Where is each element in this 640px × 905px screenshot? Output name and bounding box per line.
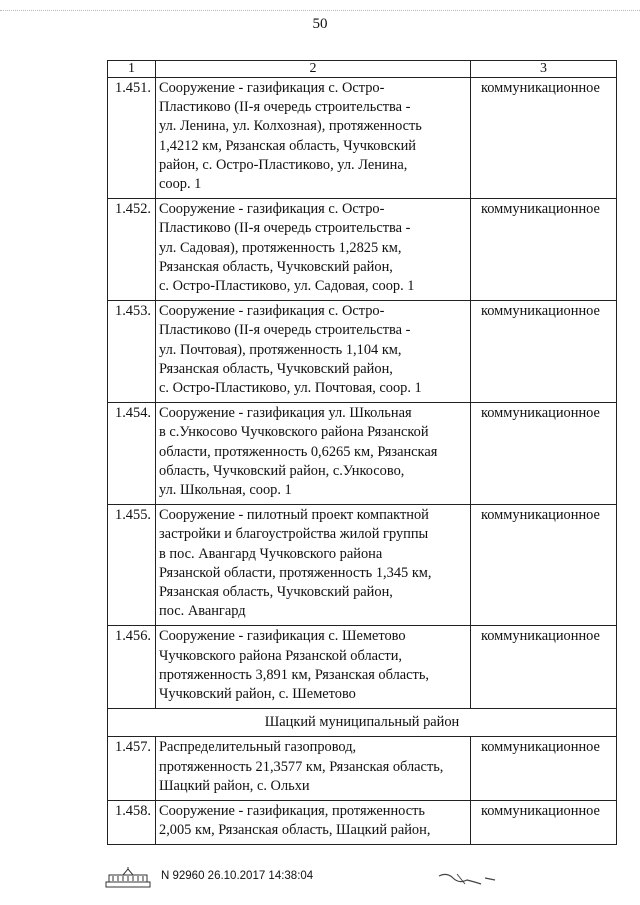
row-description: Сооружение - газификация с. Остро- Пластиково (II-я очередь строительства - ул. Ленина, ул. Колхозная), протяженность 1,4212 км, Рязанская область, Чучковский район, с. Остро-Пластиково, ул. Ленина, соор. 1	[156, 78, 471, 199]
row-number: 1.455.	[108, 505, 156, 626]
table-header-row	[108, 61, 617, 78]
row-description: Сооружение - пилотный проект компактной застройки и благоустройства жилой группы в пос. Авангард Чучковского района Рязанской области, протяженность 1,345 км, Рязанская область, Чучковский район, пос. Авангард	[156, 505, 471, 626]
row-number: 1.452.	[108, 199, 156, 301]
registry-table	[107, 60, 617, 845]
signature-mark	[437, 868, 497, 890]
row-type: коммуникационное	[471, 626, 617, 709]
row-type: коммуникационное	[471, 301, 617, 403]
row-description: Сооружение - газификация с. Остро- Пластиково (II-я очередь строительства - ул. Садовая), протяженность 1,2825 км, Рязанская область, Чучковский район, с. Остро-Пластиково, ул. Садовая, соор. 1	[156, 199, 471, 301]
row-type: коммуникационное	[471, 737, 617, 801]
document-registration-stamp: N 92960 26.10.2017 14:38:04	[161, 870, 314, 882]
table-row	[108, 301, 617, 403]
row-type: коммуникационное	[471, 199, 617, 301]
table-row	[108, 800, 617, 844]
section-row	[108, 709, 617, 737]
government-building-stamp-icon	[105, 866, 151, 888]
row-number: 1.458.	[108, 800, 156, 844]
column-header: 2	[156, 61, 471, 78]
row-number: 1.453.	[108, 301, 156, 403]
column-header: 3	[471, 61, 617, 78]
row-type: коммуникационное	[471, 403, 617, 505]
row-description: Распределительный газопровод, протяженность 21,3577 км, Рязанская область, Шацкий район, с. Ольхи	[156, 737, 471, 801]
row-type: коммуникационное	[471, 78, 617, 199]
page-number: 50	[312, 16, 328, 32]
table-row	[108, 737, 617, 801]
row-type: коммуникационное	[471, 800, 617, 844]
row-number: 1.457.	[108, 737, 156, 801]
table-row	[108, 505, 617, 626]
row-number: 1.454.	[108, 403, 156, 505]
row-number: 1.451.	[108, 78, 156, 199]
row-number: 1.456.	[108, 626, 156, 709]
row-description: Сооружение - газификация, протяженность 2,005 км, Рязанская область, Шацкий район,	[156, 800, 471, 844]
row-description: Сооружение - газификация с. Шеметово Чучковского района Рязанской области, протяженность 3,891 км, Рязанская область, Чучковский район, с. Шеметово	[156, 626, 471, 709]
column-header: 1	[108, 61, 156, 78]
top-border-line	[0, 10, 640, 11]
row-type: коммуникационное	[471, 505, 617, 626]
table-row	[108, 78, 617, 199]
table-row	[108, 199, 617, 301]
row-description: Сооружение - газификация с. Остро- Пластиково (II-я очередь строительства - ул. Почтовая), протяженность 1,104 км, Рязанская область, Чучковский район, с. Остро-Пластиково, ул. Почтовая, соор. 1	[156, 301, 471, 403]
section-title: Шацкий муниципальный район	[108, 709, 617, 737]
table-row	[108, 403, 617, 505]
table-row	[108, 626, 617, 709]
row-description: Сооружение - газификация ул. Школьная в с.Ункосово Чучковского района Рязанской области, протяженность 0,6265 км, Рязанская область, Чучковский район, с.Ункосово, ул. Школьная, соор. 1	[156, 403, 471, 505]
